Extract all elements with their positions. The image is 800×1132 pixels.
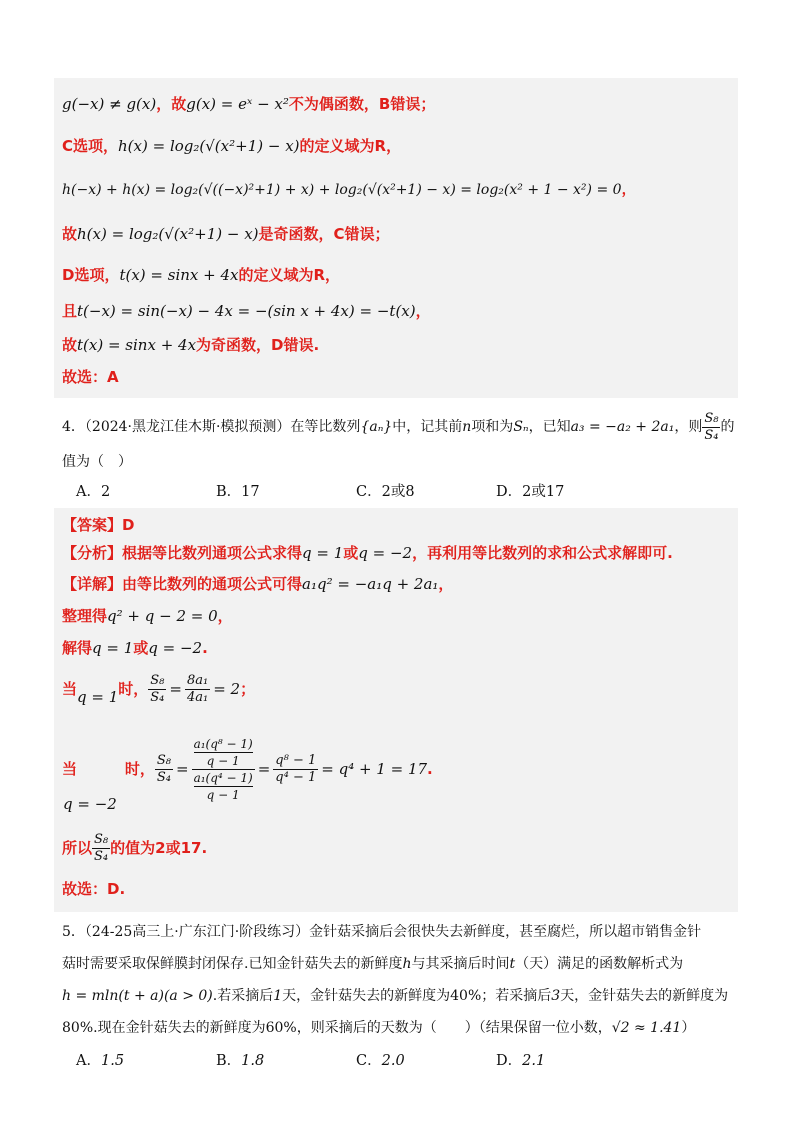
q5-stem-line-3: h = mln(t + a)(a > 0).若采摘后1天，金针菇失去的新鲜度为40%；若采摘后3天，金针菇失去的新鲜度为 (62, 988, 729, 1004)
q5-stem-line-1: 5．（24-25高三上·广东江门·阶段练习）金针菇采摘后会很快失去新鲜度，甚至腐烂，所以超市销售金针 (62, 924, 702, 940)
q4-compound-fraction: a₁(q⁸ − 1) q − 1 a₁(q⁴ − 1) q − 1 (193, 736, 253, 802)
question-5 (62, 916, 738, 1078)
q4-analysis: 【分析】根据等比数列通项公式求得q = 1或q = −2，再利用等比数列的求和公式求解即可. (62, 544, 673, 562)
q5-options (62, 1044, 738, 1078)
sol-line-8: 故选：A (62, 368, 119, 386)
solution-block-q3 (54, 78, 738, 398)
q4-option-d[interactable]: D．2或17 (496, 484, 565, 500)
sol-line-4: 故h(x) = log₂(√(x²+1) − x)是奇函数，C错误； (62, 225, 390, 243)
q4-option-b[interactable]: B．17 (216, 484, 260, 500)
q4-conclusion: 所以 $\frac{\text{S₈}}{\text{S₄}}$ 的值为2或17. (62, 831, 208, 864)
q4-detail: 【详解】由等比数列的通项公式可得a₁q² = −a₁q + 2a₁， (62, 575, 454, 593)
q5-option-a[interactable]: A．1.5 (76, 1053, 125, 1069)
sol-line-3: h(−x) + h(x) = log₂(√((−x)²+1) + x) + log₂(√(x²+1) − x) = log₂(x² + 1 − x²) = 0， (62, 182, 636, 198)
solution-block-q4 (54, 508, 738, 912)
q5-stem-line-4: 80%.现在金针菇失去的新鲜度为60%，则采摘后的天数为（ ）（结果保留一位小数，√2 ≈ 1.41） (62, 1020, 696, 1036)
q4-solve: 解得q = 1或q = −2. (62, 639, 208, 657)
q4-option-a[interactable]: A．2 (76, 484, 111, 500)
sol-line-5: D选项，t(x) = sinx + 4x的定义域为R， (62, 266, 341, 284)
q4-ratio-fraction: $\frac{\text{S₈}}{\text{S₄}}$ (704, 410, 719, 443)
q4-choose: 故选：D. (62, 880, 126, 898)
q4-stem-line-1: 4．（2024·黑龙江佳木斯·模拟预测）在等比数列{aₙ}中，记其前n项和为Sₙ，已知a₃ = −a₂ + 2a₁，则 $\frac{\text{S₈}}{\text{S₄}}$ 的 (62, 410, 735, 443)
sol-line-6: 且t(−x) = sin(−x) − 4x = −(sin x + 4x) = −t(x)， (62, 302, 431, 320)
q4-case-2: 当 q = −2 时， $\frac{\text{S₈}}{\text{S₄}}$ = a₁(q⁸ − 1) q − 1 a₁(q⁴ − 1) q − 1 = $\frac{\text{q⁸ − 1}}{\text{q⁴ − 1}}$ = q⁴ + 1 = 17 . (62, 736, 433, 813)
q4-case-1: 当 q = 1 时， $\frac{\text{S₈}}{\text{S₄}}$ = $\frac{\text{8a₁}}{\text{4a₁}}$ = 2 ； (62, 672, 256, 706)
sol-line-7: 故t(x) = sinx + 4x为奇函数，D错误. (62, 336, 320, 354)
q4-options (62, 476, 738, 508)
q4-simplify: 整理得q² + q − 2 = 0， (62, 607, 233, 625)
q5-option-c[interactable]: C．2.0 (356, 1053, 405, 1069)
q5-option-b[interactable]: B．1.8 (216, 1053, 265, 1069)
q5-option-d[interactable]: D．2.1 (496, 1053, 546, 1069)
q4-answer: 【答案】D (62, 516, 135, 534)
q5-stem-line-2: 菇时需要采取保鲜膜封闭保存.已知金针菇失去的新鲜度h与其采摘后时间t（天）满足的函数解析式为 (62, 956, 684, 972)
sol-line-1: g(−x) ≠ g(x)，故g(x) = eˣ − x²不为偶函数，B错误； (62, 95, 436, 113)
q4-option-c[interactable]: C．2或8 (356, 484, 415, 500)
document-page (62, 78, 738, 1078)
sol-line-2: C选项，h(x) = log₂(√(x²+1) − x)的定义域为R， (62, 137, 402, 155)
q4-stem-line-2: 值为（ ） (62, 454, 132, 470)
question-4 (62, 406, 738, 912)
